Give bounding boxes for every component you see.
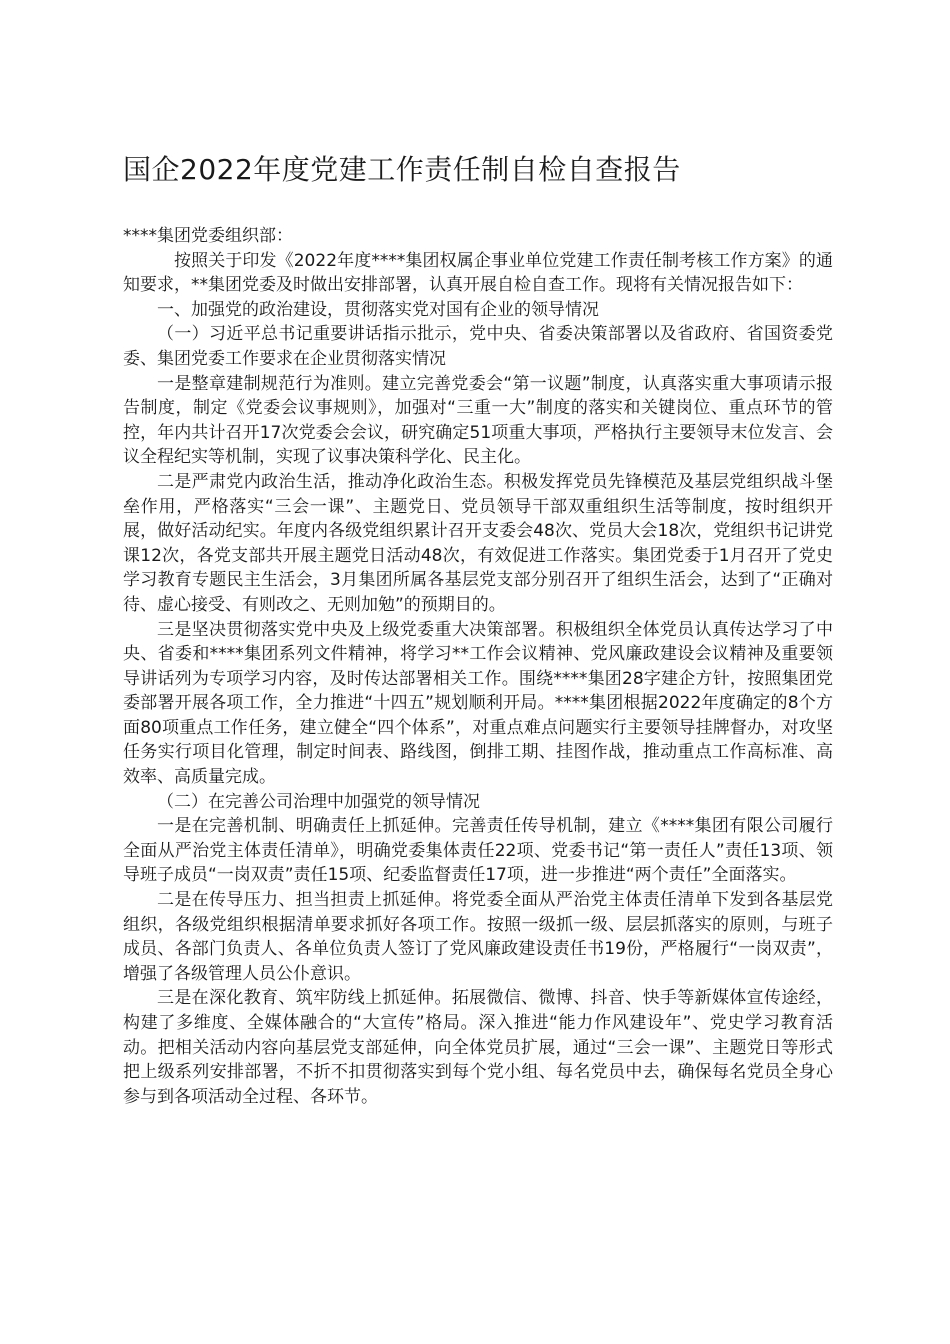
paragraph-1-3: 三是坚决贯彻落实党中央及上级党委重大决策部署。积极组织全体党员认真传达学习了中央、省委和****集团系列文件精神，将学习**工作会议精神、党风廉政建设会议精神及重要领导讲话列为专项学习内容，及时传达部署相关工作。围绕****集团28字建企方针，按照集团党委部署开展各项工作，全力推进“十四五”规划顺利开局。****集团根据2022年度确定的8个方面80项重点工作任务，建立健全“四个体系”，对重点难点问题实行主要领导挂牌督办，对攻坚任务实行项目化管理，制定时间表、路线图，倒排工期、挂图作战，推动重点工作高标准、高效率、高质量完成。 (123, 619, 833, 788)
salutation: ****集团党委组织部： (123, 226, 293, 246)
document-page (123, 150, 833, 1109)
paragraph-1-1: 一是整章建制规范行为准则。建立完善党委会“第一议题”制度，认真落实重大事项请示报告制度，制定《党委会议事规则》，加强对“三重一大”制度的落实和关键岗位、重点环节的管控，年内共计召开17次党委会会议，研究确定51项重大事项，严格执行主要领导末位发言、会议全程纪实等机制，实现了议事决策科学化、民主化。 (123, 373, 833, 468)
paragraph-1-2: 二是严肃党内政治生活，推动净化政治生态。积极发挥党员先锋模范及基层党组织战斗堡垒作用，严格落实“三会一课”、主题党日、党员领导干部双重组织生活等制度，按时组织开展，做好活动纪实。年度内各级党组织累计召开支委会48次、党员大会18次，党组织书记讲党课12次，各党支部共开展主题党日活动48次，有效促进工作落实。集团党委于1月召开了党史学习教育专题民主生活会，3月集团所属各基层党支部分别召开了组织生活会，达到了“正确对待、虚心接受、有则改之、无则加勉”的预期目的。 (123, 471, 833, 615)
paragraph-2-3: 三是在深化教育、筑牢防线上抓延伸。拓展微信、微博、抖音、快手等新媒体宣传途经，构建了多维度、全媒体融合的“大宣传”格局。深入推进“能力作风建设年”、党史学习教育活动。把相关活动内容向基层党支部延伸，向全体党员扩展，通过“三会一课”、主题党日等形式把上级系列安排部署，不折不扣贯彻落实到每个党小组、每名党员中去，确保每名党员全身心参与到各项活动全过程、各环节。 (123, 988, 833, 1107)
paragraph-2-2: 二是在传导压力、担当担责上抓延伸。将党委全面从严治党主体责任清单下发到各基层党组织，各级党组织根据清单要求抓好各项工作。按照一级抓一级、层层抓落实的原则，与班子成员、各部门负责人、各单位负责人签订了党风廉政建设责任书19份，严格履行“一岗双责”，增强了各级管理人员公仆意识。 (123, 890, 833, 984)
subsection-heading-2: （二）在完善公司治理中加强党的领导情况 (157, 791, 480, 812)
subsection-heading-1: （一）习近平总书记重要讲话指示批示，党中央、省委决策部署以及省政府、省国资委党委、集团党委工作要求在企业贯彻落实情况 (123, 324, 833, 369)
section-heading-1: 一、加强党的政治建设，贯彻落实党对国有企业的领导情况 (157, 299, 599, 320)
paragraph-intro: 按照关于印发《2022年度****集团权属企事业单位党建工作责任制考核工作方案》的通知要求，**集团党委及时做出安排部署，认真开展自检自查工作。现将有关情况报告如下： (123, 250, 833, 296)
document-title: 国企2022年度党建工作责任制自检自查报告 (123, 153, 681, 186)
paragraph-2-1: 一是在完善机制、明确责任上抓延伸。完善责任传导机制，建立《****集团有限公司履行全面从严治党主体责任清单》，明确党委集体责任22项、党委书记“第一责任人”责任13项、领导班子成员“一岗双责”责任15项、纪委监督责任17项，进一步推进“两个责任”全面落实。 (123, 816, 833, 886)
